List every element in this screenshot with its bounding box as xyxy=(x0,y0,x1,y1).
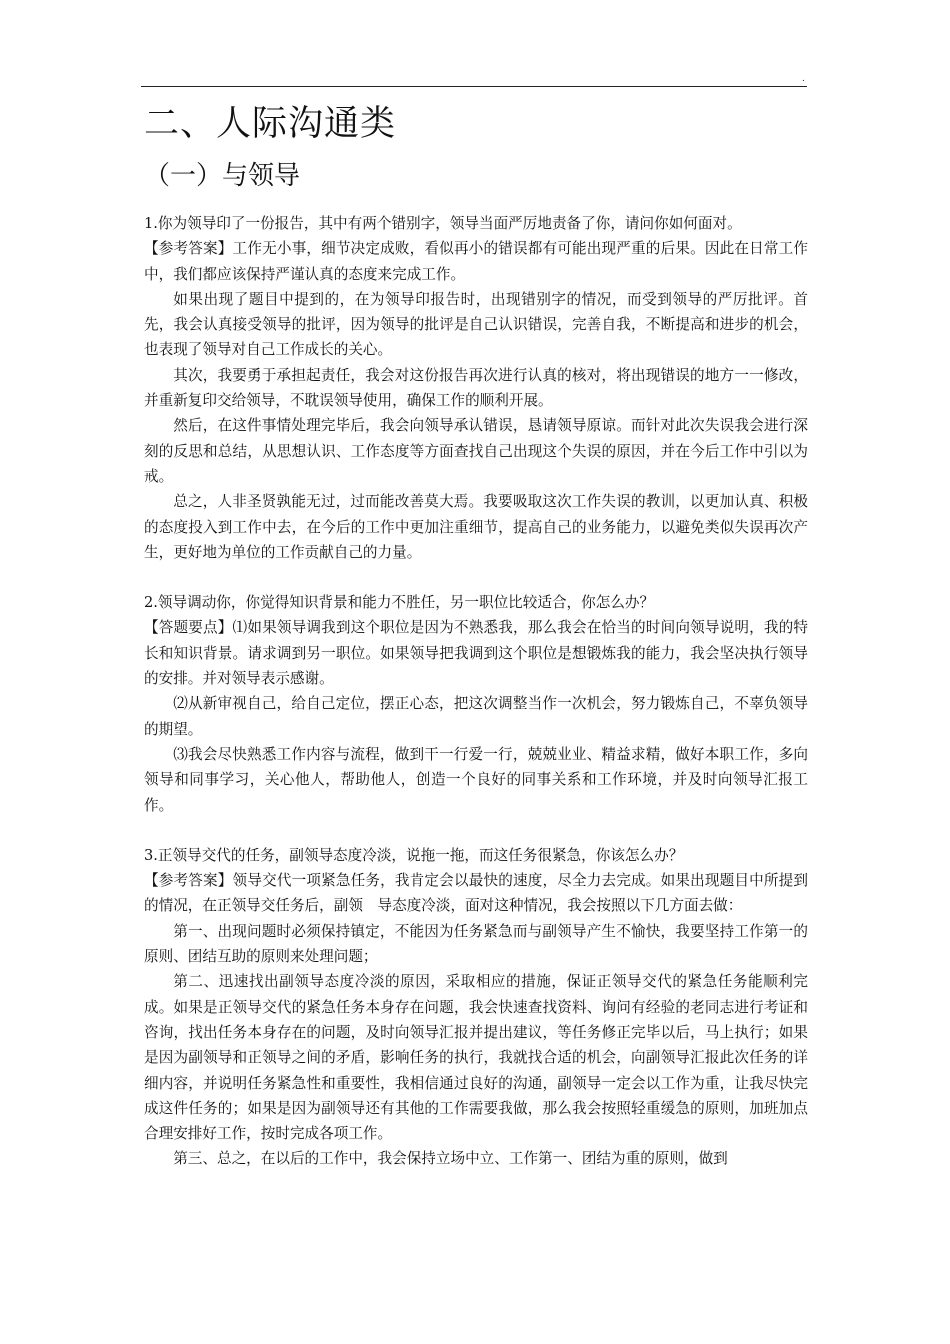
header-rule xyxy=(141,86,807,87)
question-text: 2.领导调动你，你觉得知识背景和能力不胜任，另一职位比较适合，你怎么办？ xyxy=(144,594,655,612)
answer-paragraph: 其次，我要勇于承担起责任，我会对这份报告再次进行认真的核对，将出现错误的地方一一修改，并重新复印交给领导，不耽误领导使用，确保工作的顺利开展。 xyxy=(144,366,808,410)
answer-lead: 【参考答案】领导交代一项紧急任务，我肯定会以最快的速度，尽全力去完成。如果出现题目中所提到的情况，在正领导交任务后，副领 导态度冷淡，面对这种情况，我会按照以下几方面去做： xyxy=(144,872,808,915)
spacer xyxy=(144,565,808,590)
page-title: 二、人际沟通类 xyxy=(144,104,397,144)
section-heading: （一）与领导 xyxy=(144,161,301,191)
answer-paragraph: 然后，在这件事情处理完毕后，我会向领导承认错误，恳请领导原谅。而针对此次失误我会进行深刻的反思和总结，从思想认识、工作态度等方面查找自己出现这个失误的原因，并在今后工作中引以为戒。 xyxy=(144,417,808,485)
answer-paragraph: ⑵从新审视自己，给自己定位，摆正心态，把这次调整当作一次机会，努力锻炼自己，不辜负领导的期望。 xyxy=(144,695,808,738)
answer-lead: 【参考答案】工作无小事，细节决定成败，看似再小的错误都有可能出现严重的后果。因此在日常工作中，我们都应该保持严谨认真的态度来完成工作。 xyxy=(144,240,808,283)
question-text: 1.你为领导印了一份报告，其中有两个错别字，领导当面严厉地责备了你，请问你如何面对。 xyxy=(144,215,742,232)
document-body xyxy=(144,100,808,1172)
answer-paragraph: 第二、迅速找出副领导态度冷淡的原因，采取相应的措施，保证正领导交代的紧急任务能顺利完成。如果是正领导交代的紧急任务本身存在问题，我会快速查找资料、询问有经验的老同志进行考证和咨询，找出任务本身存在的问题，及时向领导汇报并提出建议，等任务修正完毕以后，马上执行；如果是因为副领导和正领导之间的矛盾，影响任务的执行，我就找合适的机会，向副领导汇报此次任务的详细内容，并说明任务紧急性和重要性，我相信通过良好的沟通，副领导一定会以工作为重，让我尽快完成这件任务的；如果是因为副领导还有其他的工作需要我做，那么我会按照轻重缓急的原则，加班加点合理安排好工作，按时完成各项工作。 xyxy=(144,973,808,1143)
question-block-2 xyxy=(144,590,808,818)
question-block-1 xyxy=(144,211,808,565)
question-text: 3.正领导交代的任务，副领导态度冷淡，说拖一拖，而这任务很紧急，你该怎么办？ xyxy=(144,846,684,864)
spacer xyxy=(144,818,808,843)
header-mark: . xyxy=(802,73,805,84)
answer-paragraph: 如果出现了题目中提到的，在为领导印报告时，出现错别字的情况，而受到领导的严厉批评。首先，我会认真接受领导的批评，因为领导的批评是自己认识错误，完善自我，不断提高和进步的机会，也表现了领导对自己工作成长的关心。 xyxy=(144,290,808,359)
question-block-3 xyxy=(144,843,808,1172)
answer-paragraph: ⑶我会尽快熟悉工作内容与流程，做到干一行爱一行，兢兢业业、精益求精，做好本职工作，多向领导和同事学习，关心他人，帮助他人，创造一个良好的同事关系和工作环境，并及时向领导汇报工作。 xyxy=(144,745,808,814)
answer-paragraph: 总之，人非圣贤孰能无过，过而能改善莫大焉。我要吸取这次工作失误的教训，以更加认真、积极的态度投入到工作中去，在今后的工作中更加注重细节，提高自己的业务能力，以避免类似失误再次产生，更好地为单位的工作贡献自己的力量。 xyxy=(144,493,808,561)
answer-paragraph: 第三、总之，在以后的工作中，我会保持立场中立、工作第一、团结为重的原则，做到 xyxy=(173,1150,728,1168)
answer-lead: 【答题要点】⑴如果领导调我到这个职位是因为不熟悉我，那么我会在恰当的时间向领导说明，我的特长和知识背景。请求调到另一职位。如果领导把我调到这个职位是想锻炼我的能力，我会坚决执行领导的安排。并对领导表示感谢。 xyxy=(144,619,808,688)
answer-paragraph: 第一、出现问题时必须保持镇定，不能因为任务紧急而与副领导产生不愉快，我要坚持工作第一的原则、团结互助的原则来处理问题； xyxy=(144,922,808,966)
